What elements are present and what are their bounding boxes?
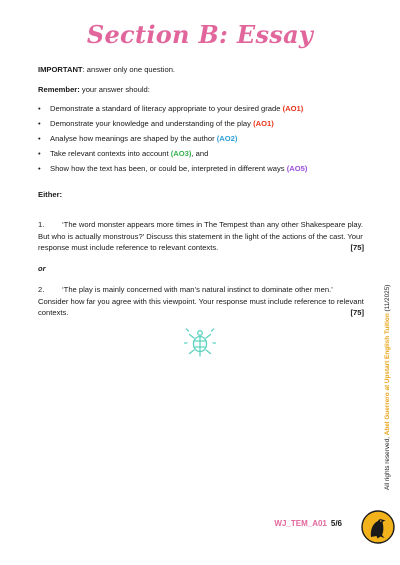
question-marks: [75] (350, 308, 364, 317)
crow-logo-icon (361, 510, 395, 544)
question-2 (38, 284, 364, 319)
criteria-item (38, 148, 364, 160)
criteria-item (38, 133, 364, 145)
remember-note (38, 84, 364, 96)
criteria-item (38, 163, 364, 175)
important-label: IMPORTANT (38, 65, 83, 74)
important-note (38, 64, 364, 76)
copyright-notice (384, 285, 391, 490)
question-text (38, 219, 364, 254)
question-1 (38, 219, 364, 254)
page-number: 5/6 (330, 519, 342, 528)
copyright-suffix: (11/2025) (384, 284, 391, 314)
ao-badge: (AO1) (282, 104, 304, 113)
copyright-author: Abel Guerrero at Upstart English Tuition (384, 313, 391, 436)
criteria-text: Show how the text has been, or could be, interpreted in different ways (50, 164, 287, 173)
turtle-sun-icon (183, 327, 217, 361)
page-footer (274, 519, 342, 528)
question-marks: [75] (350, 243, 364, 252)
ao-badge: (AO2) (216, 134, 238, 143)
criteria-text: Take relevant contexts into account (50, 149, 171, 158)
document-code: WJ_TEM_A01 (274, 519, 327, 528)
either-heading: Either: (38, 189, 63, 199)
or-divider: or (38, 263, 46, 273)
criteria-text: Analyse how meanings are shaped by the author (50, 134, 217, 143)
question-number: 1. (38, 220, 45, 229)
criteria-list (38, 103, 364, 175)
criteria-item (38, 118, 364, 130)
question-body: ‘The word monster appears more times in The Tempest than any other Shakespeare play. But who is actually monstrous?’ Discuss this statement in the light of the actions of the cast. Your response must include reference to relevant contexts. (38, 220, 363, 252)
ao-badge: (AO3) (170, 149, 192, 158)
copyright-prefix: All rights reserved, (384, 435, 391, 490)
page-title: Section B: Essay (86, 20, 314, 49)
question-text (38, 284, 364, 319)
remember-text: your answer should: (79, 84, 150, 94)
ao-badge: (AO5) (286, 164, 308, 173)
question-number: 2. (38, 285, 45, 294)
criteria-item (38, 103, 364, 115)
important-text: : answer only one question. (82, 65, 176, 74)
remember-label: Remember: (38, 84, 80, 94)
question-body: ‘The play is mainly concerned with man’s natural instinct to dominate other men.’ Consider how far you agree with this viewpoint. Your response must include reference to relevant contexts. (38, 285, 364, 317)
ao-badge: (AO1) (253, 119, 274, 128)
criteria-after: , and (191, 149, 209, 158)
criteria-text: Demonstrate a standard of literacy appropriate to your desired grade (50, 104, 283, 113)
essay-content (38, 64, 364, 328)
criteria-text: Demonstrate your knowledge and understanding of the play (50, 119, 254, 128)
